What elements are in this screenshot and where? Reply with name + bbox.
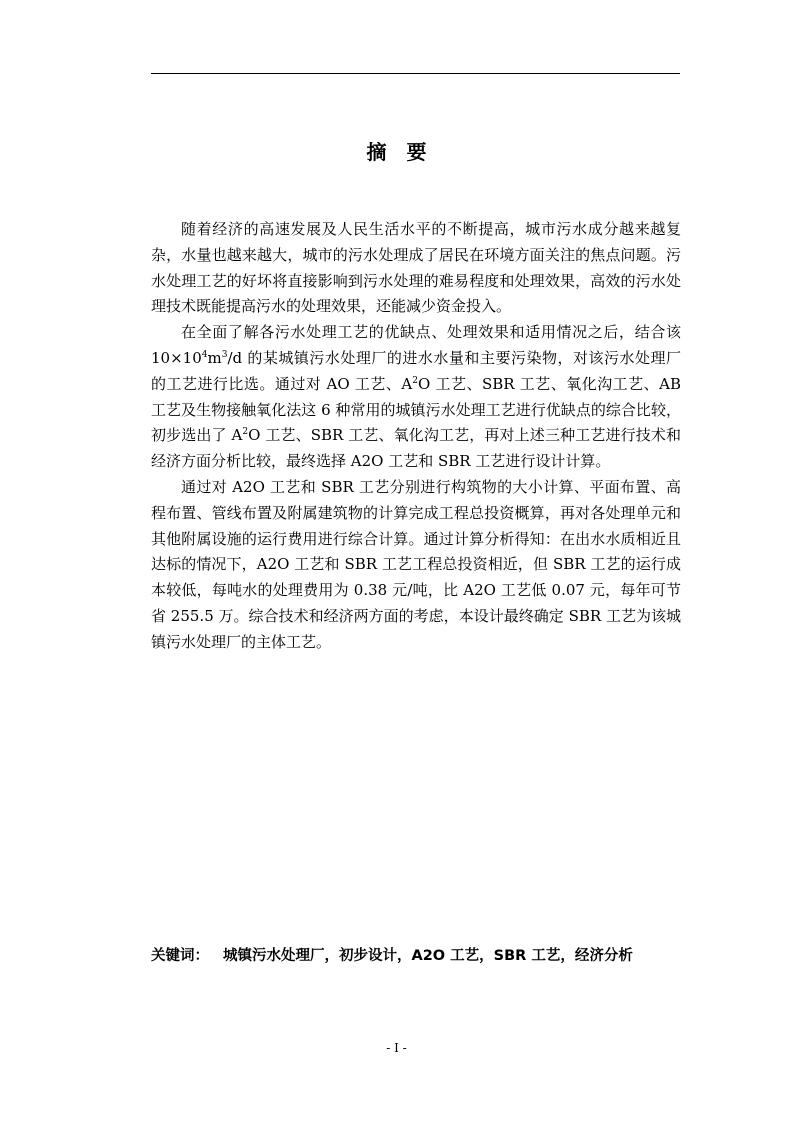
p2-superscript-4: 2 [242,427,249,438]
abstract-paragraph-1: 随着经济的高速发展及人民生活水平的不断提高，城市污水成分越来越复杂，水量也越来越大，城市的污水处理成了居民在环境方面关注的焦点问题。污水处理工艺的好坏将直接影响到污水处理的难易程度和处理效果，高效的污水处理技术既能提高污水的处理效果，还能减少资金投入。 [151,220,681,316]
header-rule [151,73,680,74]
keywords-label: 关键词： [151,948,209,964]
p2-superscript-1: 4 [201,349,208,360]
p2-text-e: O 工艺、SBR 工艺、氧化沟工艺，再对上述三种工艺进行技术和经济方面分析比较，最终选择 A2O 工艺和 SBR 工艺进行设计计算。 [151,426,681,471]
p2-superscript-3: 2 [412,375,418,386]
page-number: - I - [386,1041,407,1055]
p2-text-c: /d 的某城镇污水处理厂的进水水量和主要污染物，对该污水处理厂的工艺进行比选。通过对 AO 工艺、A [151,348,681,393]
title-char-1: 摘 [366,140,387,164]
abstract-body [151,217,681,656]
abstract-paragraph-2 [151,320,681,475]
p2-text-d: O 工艺、SBR 工艺、氧化沟工艺、AB 工艺及生物接触氧化法这 6 种常用的城镇污水处理工艺进行优缺点的综合比较，初步选出了 A [151,374,681,445]
title-char-2: 要 [406,140,427,164]
p2-text-a: 在全面了解各污水处理工艺的优缺点、处理效果和适用情况之后，结合该 10×10 [151,323,681,367]
keywords-text: 城镇污水处理厂，初步设计，A2O 工艺，SBR 工艺，经济分析 [223,948,633,964]
p2-superscript-2: 3 [221,349,228,360]
abstract-paragraph-3: 通过对 A2O 工艺和 SBR 工艺分别进行构筑物的大小计算、平面布置、高程布置、管线布置及附属建筑物的计算完成工程总投资概算，再对各处理单元和其他附属设施的运行费用进行综合计算。通过计算分析得知：在出水水质相近且达标的情况下，A2O 工艺和 SBR 工艺工程总投资相近，但 SBR 工艺的运行成本较低，每吨水的处理费用为 0.38 元/吨，比 A2O 工艺低 0.07 元，每年可节省 255.5 万。综合技术和经济两方面的考虑，本设计最终确定 SBR 工艺为该城镇污水处理厂的主体工艺。 [151,477,681,651]
p2-text-b: m [207,348,222,367]
keywords-line [151,944,711,965]
page-title [0,136,793,165]
